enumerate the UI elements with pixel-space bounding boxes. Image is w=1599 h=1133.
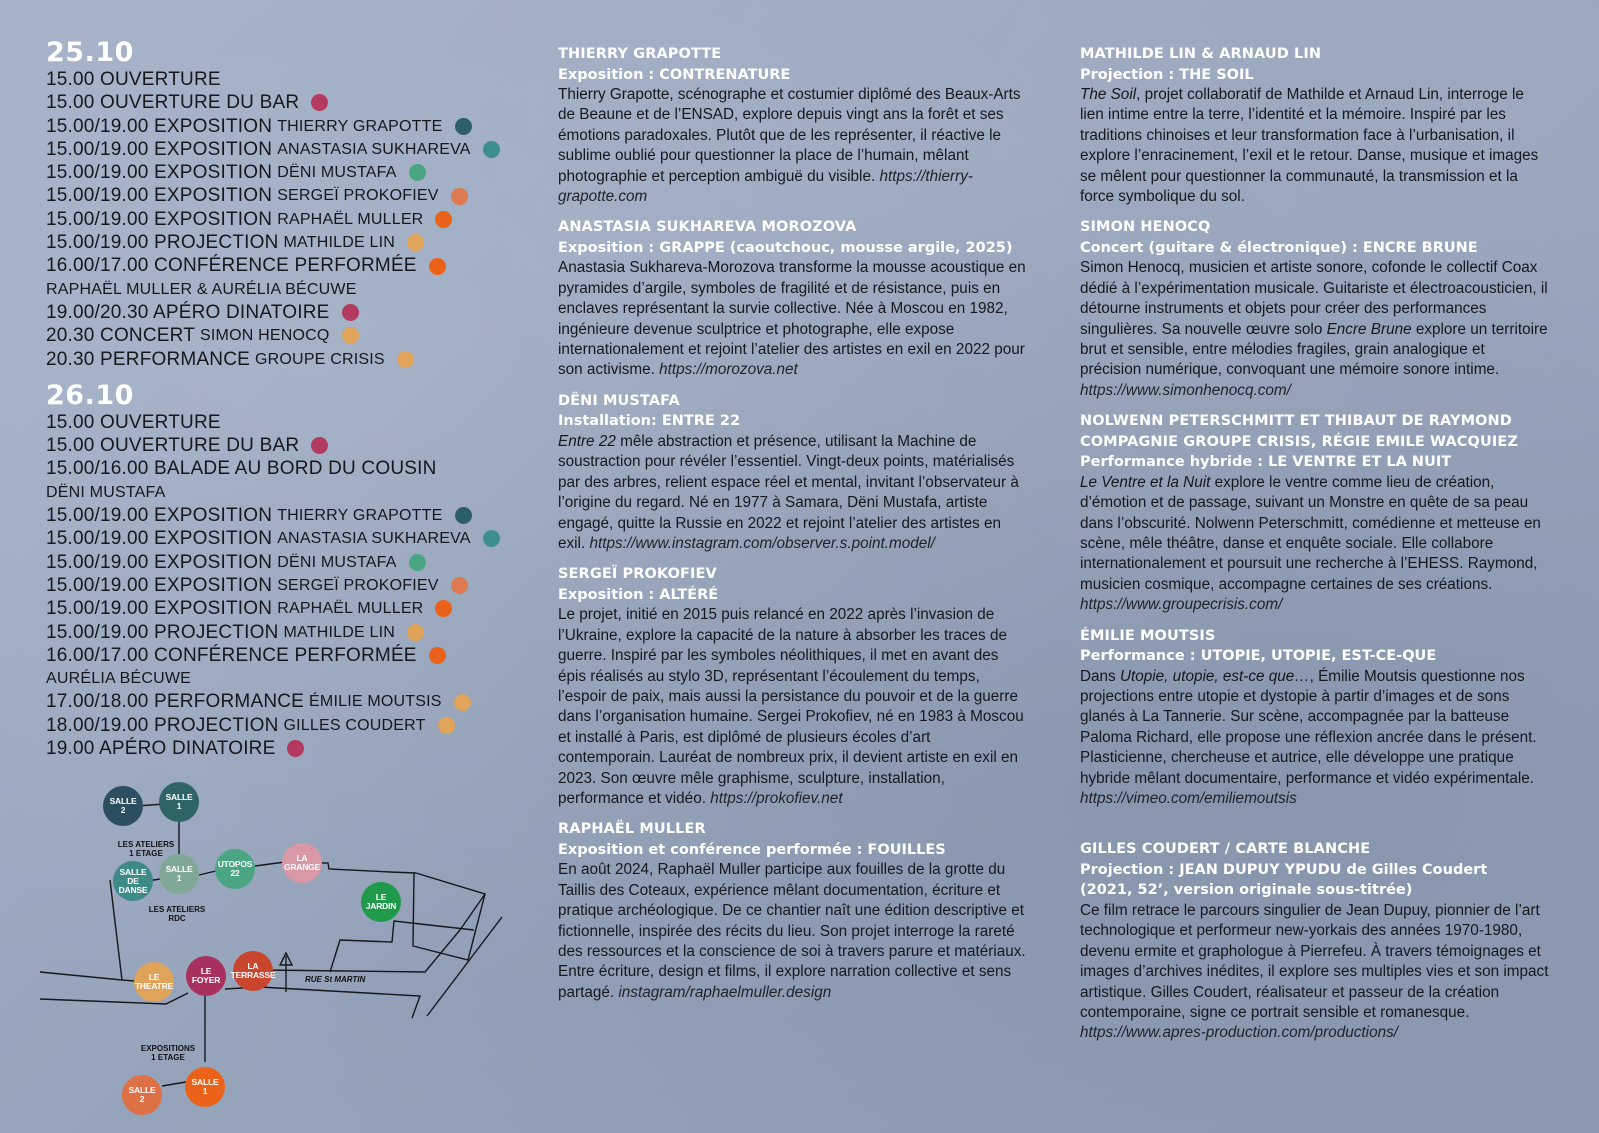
artist-description [558,605,1028,809]
schedule-item-title: 15.00 OUVERTURE [46,411,221,433]
artist-description [558,85,1028,207]
schedule-item [46,278,516,301]
venue-color-dot-icon [483,530,500,547]
venue-color-dot-icon [483,141,500,158]
work-title: Exposition : GRAPPE (caoutchouc, mousse argile, 2025) [558,239,1013,256]
venue-color-dot-icon [397,351,414,368]
label-ateliers-1-etage: LES ATELIERS 1 ETAGE [117,840,175,858]
description-text: Anastasia Sukhareva-Morozova transforme la mousse acoustique en pyramides d’argile, symboles de fragilité et de résistance, puis en enclaves représentant la survie collective. Née à Moscou en 1982, ingénieure devenue sculptrice et photographe, elle expose internationalement et rejoint l’atelier des artistes en exil en 2022 pour son activisme. [558,259,1026,379]
schedule-item-artist: SIMON HENOCQ [200,327,330,345]
schedule-item [46,644,516,667]
artist-entry [1080,839,1550,1043]
description-text: Ce film retrace le parcours singulier de Jean Dupuy, pionnier de l’art technologique et performeur new-yorkais des années 1970-1980, devenu ermite et graphologue à Pierrefeu. À travers témoignages et images d’archives inédites, il explore ses multiples vies et son impact artistique. Gilles Coudert, réalisateur et passeur de la création contemporaine, signe ce portrait sensible et romanesque. [1080,901,1549,1021]
description-text: mêle abstraction et présence, utilisant la Machine de soustraction pour révéler l’essentiel. Vingt-deux points, matérialisés par des arbres, relient espace réel et mental, invitant l’observateur à l’origine du regard. Né en 1977 à Samara, Dëni Mustafa, artiste engagé, quitte la Russie en 2022 et rejoint l’atelier des artistes en exil. [558,432,1019,552]
schedule-item-title: 15.00/19.00 PROJECTION [46,621,279,643]
artist-name: SERGEÏ PROKOFIEV [558,566,717,583]
schedule-item-artist: GROUPE CRISIS [255,350,385,368]
schedule-item-artist: RAPHAËL MULLER [277,210,424,228]
schedule-item [46,690,516,713]
venue-ateliers-rdc-salle-1[interactable]: SALLE 1 [159,854,199,894]
map-building-outline [413,873,485,960]
label-rue-st-martin: RUE St MARTIN [305,975,366,984]
schedule-item-title: 16.00/17.00 CONFÉRENCE PERFORMÉE [46,255,417,277]
venue-le-jardin[interactable]: LE JARDIN [361,882,401,922]
venue-color-dot-icon [429,647,446,664]
artist-entry [558,819,1028,1003]
artist-name: DËNI MUSTAFA [558,392,680,409]
artist-name: ÉMILIE MOUTSIS [1080,627,1216,644]
artist-name: NOLWENN PETERSCHMITT ET THIBAUT DE RAYMOND [1080,413,1512,430]
work-title: Performance : UTOPIE, UTOPIE, EST-CE-QUE [1080,648,1437,665]
schedule-item [46,324,516,347]
label-expositions-1-etage: EXPOSITIONS 1 ETAGE [140,1044,196,1062]
schedule-item [46,301,516,324]
day-2-schedule [46,411,516,760]
description-text: Simon Henocq, musicien et artiste sonore, cofonde le collectif Coax dédié à l’expérimentation musicale. Guitariste et électroacousticien, il détourne instruments et objets pour créer des performances singulières. Sa nouvelle œuvre solo [1080,259,1548,338]
work-title: Projection : THE SOIL [1080,66,1254,83]
schedule-item [46,597,516,620]
schedule-item [46,714,516,737]
venue-le-theatre[interactable]: LE THEATRE [134,962,174,1002]
schedule-item-title: 15.00 OUVERTURE [46,69,221,90]
schedule-item-title: 18.00/19.00 PROJECTION [46,714,279,736]
venue-color-dot-icon [287,740,304,757]
schedule-item-artist: MATHILDE LIN [283,234,395,252]
day-title-26-10: 26.10 [46,379,134,411]
work-title: Exposition : ALTÉRÉ [558,586,719,603]
schedule-item-title: AURÉLIA BÉCUWE [46,670,192,688]
schedule-item-title: 15.00/19.00 PROJECTION [46,232,279,254]
artist-description [558,860,1028,1003]
street-line [427,917,502,1016]
schedule-item-title: 19.00/20.30 APÉRO DINATOIRE [46,301,330,323]
venue-color-dot-icon [455,118,472,135]
artist-website-link[interactable]: https://vimeo.com/emiliemoutsis [1080,790,1297,808]
schedule-item-title: 15.00/19.00 EXPOSITION [46,138,273,160]
work-title-italic: Le Ventre et la Nuit [1080,473,1211,491]
schedule-item [46,254,516,277]
artist-name: MATHILDE LIN & ARNAUD LIN [1080,46,1322,62]
venue-color-dot-icon [429,258,446,275]
schedule-item [46,551,516,574]
street-line [225,987,420,1018]
venue-color-dot-icon [455,507,472,524]
venue-color-dot-icon [438,717,455,734]
schedule-item [46,411,516,434]
work-title-italic: Encre Brune [1326,320,1412,338]
map-building-outline [255,862,416,873]
work-title-italic: Utopie, utopie, est-ce que… [1119,667,1310,685]
artist-website-link[interactable]: https://thierry-grapotte.com [558,167,973,206]
schedule-item-artist: DËNI MUSTAFA [277,164,397,182]
artist-website-link[interactable]: https://www.instagram.com/observer.s.point.model/ [589,534,935,552]
work-title: Exposition : CONTRENATURE [558,66,791,83]
schedule-item-title: 15.00 OUVERTURE DU BAR [46,435,300,457]
schedule-item-title: DËNI MUSTAFA [46,483,166,501]
schedule-item [46,621,516,644]
schedule-item [46,527,516,550]
artist-description [1080,667,1550,810]
artist-entry [1080,217,1550,401]
schedule-item-title: 20.30 CONCERT [46,325,196,347]
artist-description [1080,901,1550,1044]
schedule-item-title: 15.00/19.00 EXPOSITION [46,574,273,596]
venue-color-dot-icon [451,188,468,205]
venue-ateliers-1-salle-2[interactable]: SALLE 2 [103,786,143,826]
schedule-item-title: 15.00/19.00 EXPOSITION [46,162,273,184]
schedule-item [46,737,516,760]
artist-description [558,258,1028,380]
venue-color-dot-icon [311,437,328,454]
artist-descriptions-right [1080,44,1550,1054]
work-title: Projection : JEAN DUPUY YPUDU de Gilles Coudert [1080,861,1488,878]
artist-name: RAPHAËL MULLER [558,821,706,838]
schedule-item-artist: SERGEÏ PROKOFIEV [277,576,439,594]
venue-ateliers-1-salle-1[interactable]: SALLE 1 [159,782,199,822]
artist-name: THIERRY GRAPOTTE [558,46,722,62]
map-connector [162,1082,186,1086]
schedule-item-artist: RAPHAËL MULLER [277,600,424,618]
schedule-item [46,231,516,254]
work-title: Concert (guitare & électronique) : ENCRE BRUNE [1080,239,1478,256]
work-title-italic: The Soil [1080,86,1137,103]
schedule-item-artist: THIERRY GRAPOTTE [277,507,443,525]
schedule-item-artist: MATHILDE LIN [283,623,395,641]
work-title: Performance hybride : LE VENTRE ET LA NUIT [1080,454,1452,471]
artist-entry [1080,44,1550,207]
artist-name: GILLES COUDERT / CARTE BLANCHE [1080,841,1371,858]
venue-color-dot-icon [342,327,359,344]
artist-descriptions-middle [558,44,1028,1013]
venue-expo-salle-2[interactable]: SALLE 2 [122,1075,162,1115]
schedule-item [46,574,516,597]
artist-description [1080,258,1550,401]
venue-color-dot-icon [451,577,468,594]
schedule-item-title: 15.00/19.00 EXPOSITION [46,505,273,527]
venue-expo-salle-1[interactable]: SALLE 1 [185,1067,225,1107]
schedule-item-title: RAPHAËL MULLER & AURÉLIA BÉCUWE [46,280,357,298]
artist-website-link[interactable]: https://morozova.net [659,361,798,379]
venue-color-dot-icon [409,554,426,571]
artist-entry [1080,626,1550,810]
schedule-item-title: 15.00/19.00 EXPOSITION [46,208,273,230]
description-text: Thierry Grapotte, scénographe et costumier diplômé des Beaux-Arts de Beaune et de l’ENSAD, explore depuis vingt ans la forêt et ses émotions paradoxales. Plutôt que de les représenter, il réactive le sublime oublié pour questionner la place de l’humain, mêlant photographie et perception ambiguë du visible. [558,86,1021,185]
schedule-item-title: 16.00/17.00 CONFÉRENCE PERFORMÉE [46,644,417,666]
schedule-item-artist: GILLES COUDERT [283,716,426,734]
work-title: Exposition et conférence performée : FOUILLES [558,841,946,858]
venue-color-dot-icon [435,600,452,617]
schedule-item [46,91,516,114]
schedule-item-artist: THIERRY GRAPOTTE [277,117,443,135]
schedule-item-title: 20.30 PERFORMANCE [46,348,251,370]
schedule-item-artist: DËNI MUSTAFA [277,553,397,571]
artist-website-link[interactable]: https://www.simonhenocq.com/ [1080,381,1291,399]
venue-color-dot-icon [409,164,426,181]
artist-website-link[interactable]: instagram/raphaelmuller.design [618,983,832,1001]
schedule-item [46,138,516,161]
artist-entry [558,564,1028,809]
schedule-item-title: 15.00 OUVERTURE DU BAR [46,92,300,114]
venue-color-dot-icon [435,211,452,228]
schedule-item-title: 15.00/16.00 BALADE AU BORD DU COUSIN [46,458,437,480]
description-text: explore le ventre comme lieu de création, d’émotion et de passage, suivant un Monstre en quête de sa peau dans l’obscurité. Nolwenn Peterschmitt, comédienne et metteuse en scène, mêle théâtre, danse et enquête sociale. Elle collabore internationalement et poursuit une recherche à l’EHESS. Raymond, musicien cosmique, accompagne certaines de ses créations. [1080,473,1541,593]
artist-website-link[interactable]: https://www.apres-production.com/productions/ [1080,1024,1398,1042]
description-text: En août 2024, Raphaël Muller participe aux fouilles de la grotte du Taillis des Coteaux, expérience mêlant documentation, écriture et pratique archéologique. De ce chantier naît une édition descriptive et fictionnelle, inspirée des récits du lieu. Son projet interroge la rareté des ressources et la conscience de soi à travers parure et matériaux. Entre écriture, design et films, il explore narration collective et sens partagé. [558,861,1026,1001]
artist-entry [558,217,1028,380]
venue-color-dot-icon [407,234,424,251]
venue-color-dot-icon [407,624,424,641]
artist-company: COMPAGNIE GROUPE CRISIS, RÉGIE EMILE WACQUIEZ [1080,433,1518,450]
venue-salle-de-danse[interactable]: SALLE DE DANSE [113,861,153,901]
description-text: explore un territoire brut et sensible, entre mélodies fragiles, grain analogique et précision numérique, convoquant une mémoire sonore intime. [1080,320,1548,379]
schedule-item [46,667,516,690]
artist-website-link[interactable]: https://prokofiev.net [710,789,843,807]
artist-website-link[interactable]: https://www.groupecrisis.com/ [1080,596,1283,614]
schedule-item [46,68,516,91]
label-ateliers-rdc: LES ATELIERS RDC [148,905,206,923]
artist-entry [558,391,1028,554]
artist-entry [558,44,1028,207]
schedule-item-title: 15.00/19.00 EXPOSITION [46,598,273,620]
description-text: , projet collaboratif de Mathilde et Arnaud Lin, interroge le lien intime entre la terre, l’identité et la mémoire. Inspiré par les traditions chinoises et leur transformation face à l’urbanisation, il explore l’enracinement, l’exil et le retour. Danse, musique et images se mêlent pour questionner la communauté, la transmission et la force symbolique du sol. [1080,86,1539,206]
venue-le-foyer[interactable]: LE FOYER [186,956,226,996]
schedule-item-title: 15.00/19.00 EXPOSITION [46,185,273,207]
artist-description [1080,473,1550,616]
venue-utopos-22[interactable]: UTOPOS 22 [215,849,255,889]
work-details: (2021, 52’, version originale sous-titrée) [1080,882,1413,899]
schedule-item-artist: ANASTASIA SUKHAREVA [277,140,471,158]
artist-description [558,432,1028,554]
schedule-item [46,348,516,371]
schedule-item-title: 15.00/19.00 EXPOSITION [46,528,273,550]
venue-color-dot-icon [311,94,328,111]
schedule-item-title: 15.00/19.00 EXPOSITION [46,115,273,137]
artist-name: SIMON HENOCQ [1080,219,1211,236]
schedule-item [46,115,516,138]
map-building-outline [330,921,474,972]
program-schedule [46,38,516,760]
schedule-item-title: 17.00/18.00 PERFORMANCE [46,691,305,713]
schedule-item [46,481,516,504]
schedule-item-title: 19.00 APÉRO DINATOIRE [46,738,276,760]
description-text: Le projet, initié en 2015 puis relancé en 2022 après l’invasion de l’Ukraine, explore la capacité de la nature à absorber les traces de guerre. Inspiré par les symboles néolithiques, il met en avant des épis réalisés au stylo 3D, représentant l’écoulement du temps, l’espoir de paix, mais aussi la persistance du pouvoir et de la guerre dans l’organisation humaine. Sergei Prokofiev, né en 1983 à Moscou et installé à Paris, est diplômé de plusieurs écoles d’art contemporain. Lauréat de nombreux prix, il devient artiste en exil en 2023. Son œuvre mêle graphisme, sculpture, installation, performance et vidéo. [558,606,1024,807]
schedule-item [46,504,516,527]
schedule-item [46,208,516,231]
venue-la-terrasse[interactable]: LA TERRASSE [233,951,273,991]
venue-color-dot-icon [454,694,471,711]
schedule-item-artist: ÉMILIE MOUTSIS [309,693,442,711]
artist-entry [1080,411,1550,615]
schedule-item [46,457,516,480]
day-1-schedule [46,68,516,371]
schedule-item-title: 15.00/19.00 EXPOSITION [46,551,273,573]
venue-map [40,770,520,1110]
description-text: , Émilie Moutsis questionne nos projections entre utopie et dystopie à partir d’images et de sons glanés à La Tannerie. Sur scène, accompagnée par la batteuse Paloma Richard, elle propose une réflexion ancrée dans le présent. Plasticienne, chercheuse et autrice, elle développe une pratique hybride mêlant documentaire, performance et vidéo expérimentale. [1080,667,1537,787]
schedule-item [46,161,516,184]
schedule-item-artist: ANASTASIA SUKHAREVA [277,530,471,548]
description-text: Dans [1080,667,1120,685]
schedule-item [46,184,516,207]
work-title-italic: Entre 22 [558,432,616,450]
venue-color-dot-icon [342,304,359,321]
work-title: Installation: ENTRE 22 [558,413,741,430]
schedule-item [46,434,516,457]
day-title-25-10: 25.10 [46,37,134,68]
schedule-item-artist: SERGEÏ PROKOFIEV [277,187,439,205]
venue-la-grange[interactable]: LA GRANGE [282,843,322,883]
artist-description [1080,85,1550,207]
artist-name: ANASTASIA SUKHAREVA MOROZOVA [558,219,857,236]
